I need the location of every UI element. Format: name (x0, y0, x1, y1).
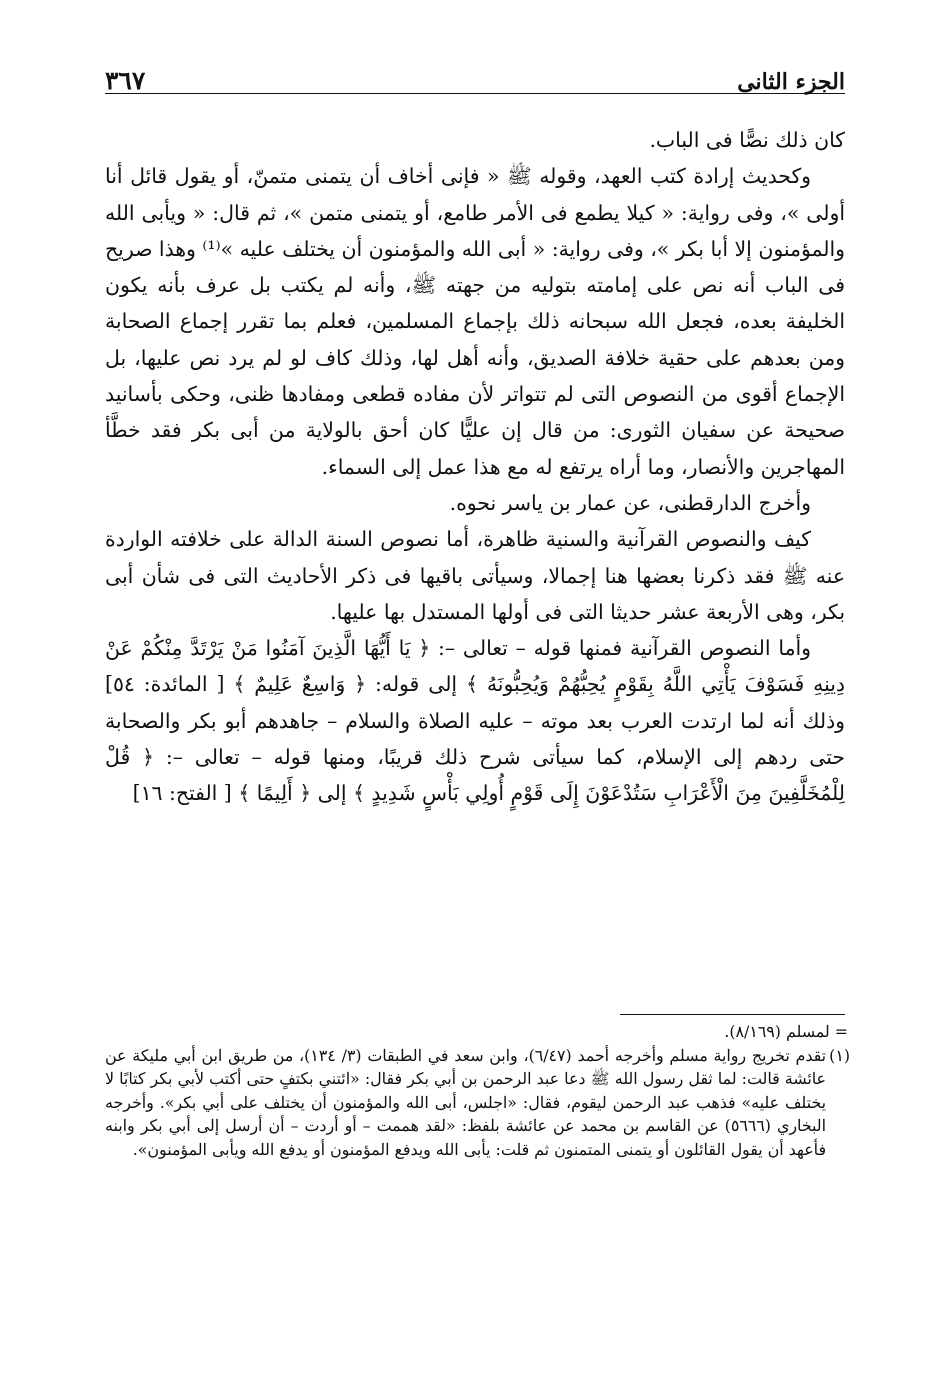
main-text (105, 122, 845, 812)
footnote-continuation: = لمسلم (٨/١٦٩). (724, 1022, 848, 1041)
footnote-1 (105, 1044, 850, 1162)
footnote-separator (620, 1014, 845, 1015)
paragraph-3: وأخرج الدارقطنى، عن عمار بن ياسر نحوه. (449, 490, 811, 515)
footnotes (105, 1020, 850, 1162)
paragraph-4: كيف والنصوص القرآنية والسنية ظاهرة، أما نصوص السنة الدالة على خلافته الواردة عنه ﷺ فقد ذكرنا بعضها هنا إجمالا، وسيأتى باقيها فى ذكر الأحاديث التى فى شأن أبى بكر، وهى الأربعة عشر حديثا التى فى أولها المستدل بها عليها. (105, 527, 845, 624)
footnote-1-marker: (١) (829, 1045, 850, 1065)
header-rule (105, 93, 845, 94)
paragraph-5: وأما النصوص القرآنية فمنها قوله – تعالى –: ﴿ يَا أَيُّهَا الَّذِينَ آمَنُوا مَنْ يَرْتَدَّ مِنْكُمْ عَنْ دِينِهِ فَسَوْفَ يَأْتِي اللَّهُ بِقَوْمٍ يُحِبُّهُمْ وَيُحِبُّونَهُ ﴾ إلى قوله: ﴿ وَاسِعٌ عَلِيمٌ ﴾ [ المائدة: ٥٤] وذلك أنه لما ارتدت العرب بعد موته – عليه الصلاة والسلام – جاهدهم أبو بكر والصحابة حتى ردهم إلى الإسلام، كما سيأتى شرح ذلك قريبًا، ومنها قوله – تعالى –: ﴿ قُلْ لِلْمُخَلَّفِينَ مِنَ الْأَعْرَابِ سَتُدْعَوْنَ إِلَى قَوْمٍ أُولِي بَأْسٍ شَدِيدٍ ﴾ إلى ﴿ أَلِيمًا ﴾ [ الفتح: ١٦] (105, 636, 845, 806)
footnote-1-text: تقدم تخريج رواية مسلم وأخرجه أحمد (٦/٤٧)، وابن سعد في الطبقات (٣/ ١٣٤)، من طريق ابن أبي مليكة عن عائشة قالت: لما ثقل رسول الله ﷺ دعا عبد الرحمن بن أبي بكر فقال: «ائتني بكتفٍ حتى أكتب لأبي بكر كتابًا لا يختلف عليه» فذهب عبد الرحمن ليقوم، فقال: «اجلس، أبى الله والمؤمنون أن يختلف على أبي بكر». وأخرجه البخاري (٥٦٦٦) عن القاسم بن محمد عن عائشة بلفظ: «لقد هممت – أو أردت – أن أرسل إلى أبي بكر وابنه فأعهد أن يقول القائلون أو يتمنى المتمنون ثم قلت: يأبى الله ويدفع المؤمنون أو يدفع الله ويأبى المؤمنون». (105, 1045, 827, 1159)
paragraph-1: كان ذلك نصًّا فى الباب. (649, 128, 845, 152)
volume-title: الجزء الثانى (737, 69, 845, 95)
page-number: ٣٦٧ (105, 66, 146, 95)
running-header (105, 55, 845, 95)
paragraph-2: وكحديث إرادة كتب العهد، وقوله ﷺ « فإنى أخاف أن يتمنى متمنّ، أو يقول قائل أنا أولى »، وفى رواية: « كيلا يطمع فى الأمر طامع، أو يتمنى متمن »، ثم قال: « ويأبى الله والمؤمنون إلا أبا بكر »، وفى رواية: « أبى الله والمؤمنون أن يختلف عليه »⁽¹⁾ وهذا صريح فى الباب أنه نص على إمامته بتوليه من جهته ﷺ، وأنه لم يكتب بل عرف بأنه يكون الخليفة بعده، فجعل الله سبحانه ذلك بإجماع المسلمين، فعلم بما تقرر إجماع الصحابة ومن بعدهم على حقية خلافة الصديق، وأنه أهل لها، وذلك كاف لو لم يرد نص عليها، بل الإجماع أقوى من النصوص التى لم تتواتر لأن مفاده قطعى ومفادها ظنى، وحكى بأسانيد صحيحة عن سفيان الثورى: من قال إن عليًّا كان أحق بالولاية من أبى بكر فقد خطَّأ المهاجرين والأنصار، وما أراه يرتفع له مع هذا عمل إلى السماء. (105, 164, 845, 479)
